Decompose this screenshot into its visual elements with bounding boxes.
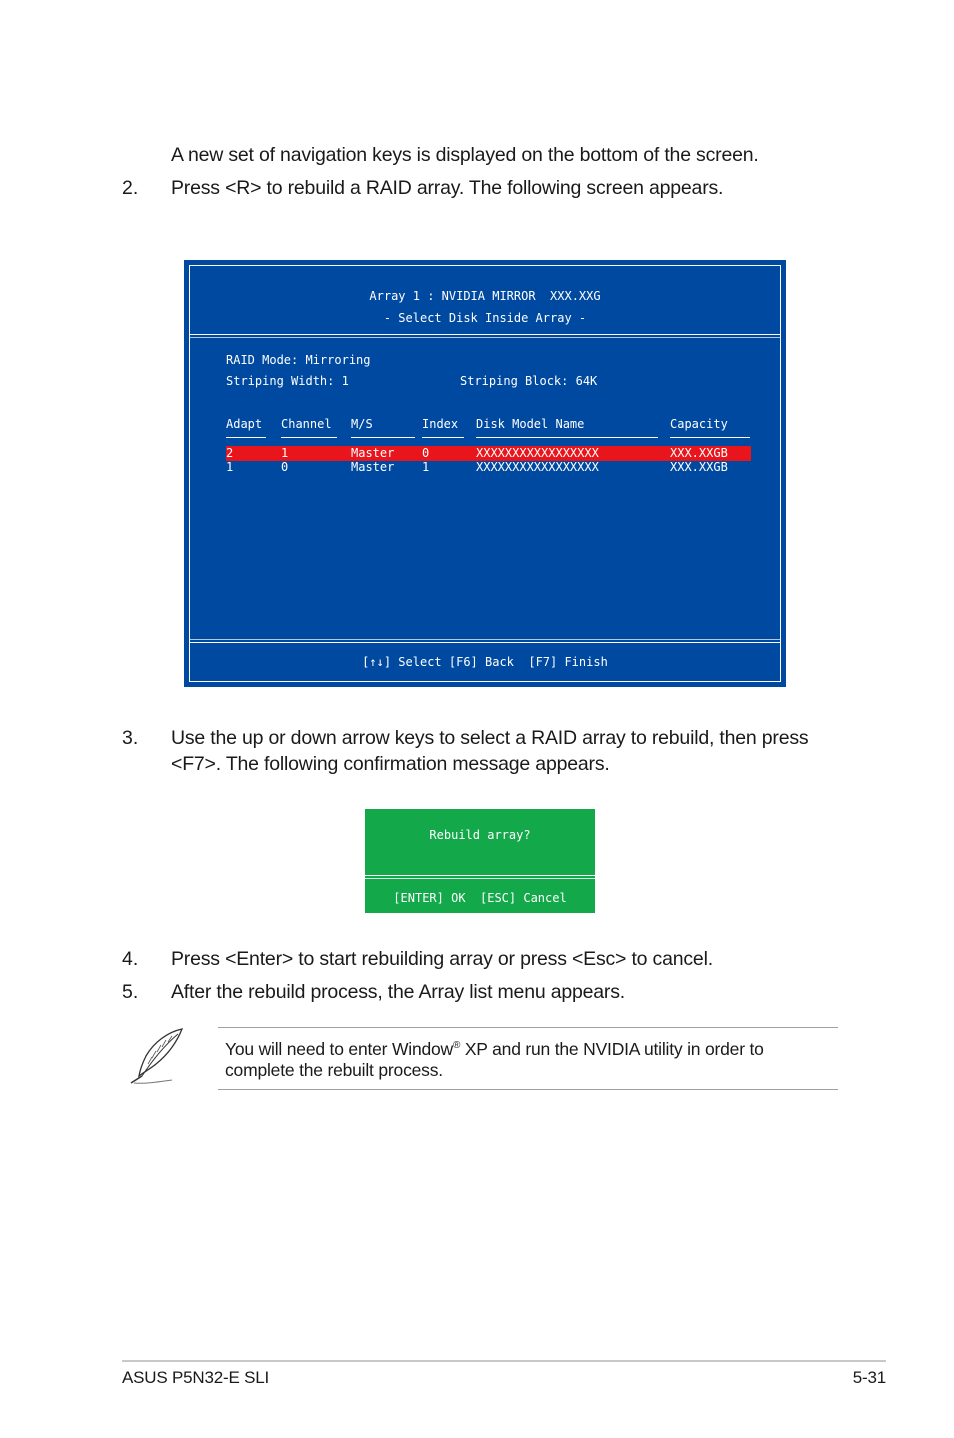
striping-width: Striping Width: 1 (226, 374, 349, 388)
navigation-keys: [↑↓] Select [F6] Back [F7] Finish (362, 655, 608, 669)
footer-product: ASUS P5N32-E SLI (122, 1368, 270, 1387)
header-divider (189, 337, 781, 338)
feather-pen-icon (128, 1026, 188, 1086)
striping-block: Striping Block: 64K (460, 374, 598, 388)
dialog-divider (365, 875, 595, 876)
table-cell[interactable]: 2 (226, 446, 234, 460)
column-underline (226, 437, 266, 438)
column-header-capacity: Capacity (670, 417, 728, 431)
note-text-part: You will need to enter Window (225, 1038, 453, 1059)
step-number: 4. (122, 948, 139, 970)
step-text: Press <R> to rebuild a RAID array. The following screen appears. (171, 177, 724, 199)
step-number: 5. (122, 981, 139, 1003)
page-number: 5-31 (852, 1368, 886, 1387)
note-text: complete the rebuilt process. (225, 1060, 443, 1080)
column-header-ms: M/S (351, 417, 373, 431)
raid-bios-screen (184, 260, 786, 687)
registered-mark: ® (453, 1040, 461, 1051)
rebuild-confirm-dialog (365, 809, 595, 913)
dialog-divider (365, 878, 595, 879)
table-cell[interactable]: 1 (422, 460, 430, 474)
step-number: 3. (122, 727, 139, 749)
footer-rule (122, 1360, 886, 1362)
raid-mode: RAID Mode: Mirroring (226, 353, 371, 367)
step-text: Use the up or down arrow keys to select a RAID array to rebuild, then press (171, 727, 809, 749)
dialog-message: Rebuild array? (429, 828, 531, 842)
column-header-index: Index (422, 417, 459, 431)
table-cell[interactable]: XXXXXXXXXXXXXXXXX (476, 446, 599, 460)
step-text: <F7>. The following confirmation message appears. (171, 753, 610, 775)
table-cell[interactable]: 0 (422, 446, 430, 460)
table-cell[interactable]: Master (351, 446, 395, 460)
column-underline (351, 437, 415, 438)
dialog-keys[interactable]: [ENTER] OK [ESC] Cancel (393, 891, 567, 905)
note-text (225, 1035, 764, 1060)
column-header-channel: Channel (281, 417, 332, 431)
table-cell[interactable]: XXX.XXGB (670, 460, 728, 474)
note-text-part: XP and run the NVIDIA utility in order to (460, 1038, 764, 1059)
column-underline (476, 437, 658, 438)
table-cell[interactable]: Master (351, 460, 395, 474)
array-title: Array 1 : NVIDIA MIRROR XXX.XXG (369, 289, 601, 303)
footer-divider (189, 642, 781, 643)
footer-divider (189, 639, 781, 640)
step-number: 2. (122, 177, 139, 199)
header-divider (189, 334, 781, 335)
array-subtitle: - Select Disk Inside Array - (383, 311, 587, 325)
table-cell[interactable]: 1 (226, 460, 234, 474)
column-header-model: Disk Model Name (476, 417, 585, 431)
step-text: After the rebuild process, the Array list menu appears. (171, 981, 625, 1003)
intro-text: A new set of navigation keys is displayed on the bottom of the screen. (171, 144, 759, 166)
table-cell[interactable]: 0 (281, 460, 289, 474)
step-text: Press <Enter> to start rebuilding array or press <Esc> to cancel. (171, 948, 713, 970)
column-underline (670, 437, 750, 438)
column-header-adapt: Adapt (226, 417, 263, 431)
note-bottom-rule (218, 1089, 838, 1090)
table-cell[interactable]: 1 (281, 446, 289, 460)
table-cell[interactable]: XXX.XXGB (670, 446, 728, 460)
table-cell[interactable]: XXXXXXXXXXXXXXXXX (476, 460, 599, 474)
note-top-rule (218, 1027, 838, 1028)
column-underline (281, 437, 337, 438)
column-underline (422, 437, 464, 438)
